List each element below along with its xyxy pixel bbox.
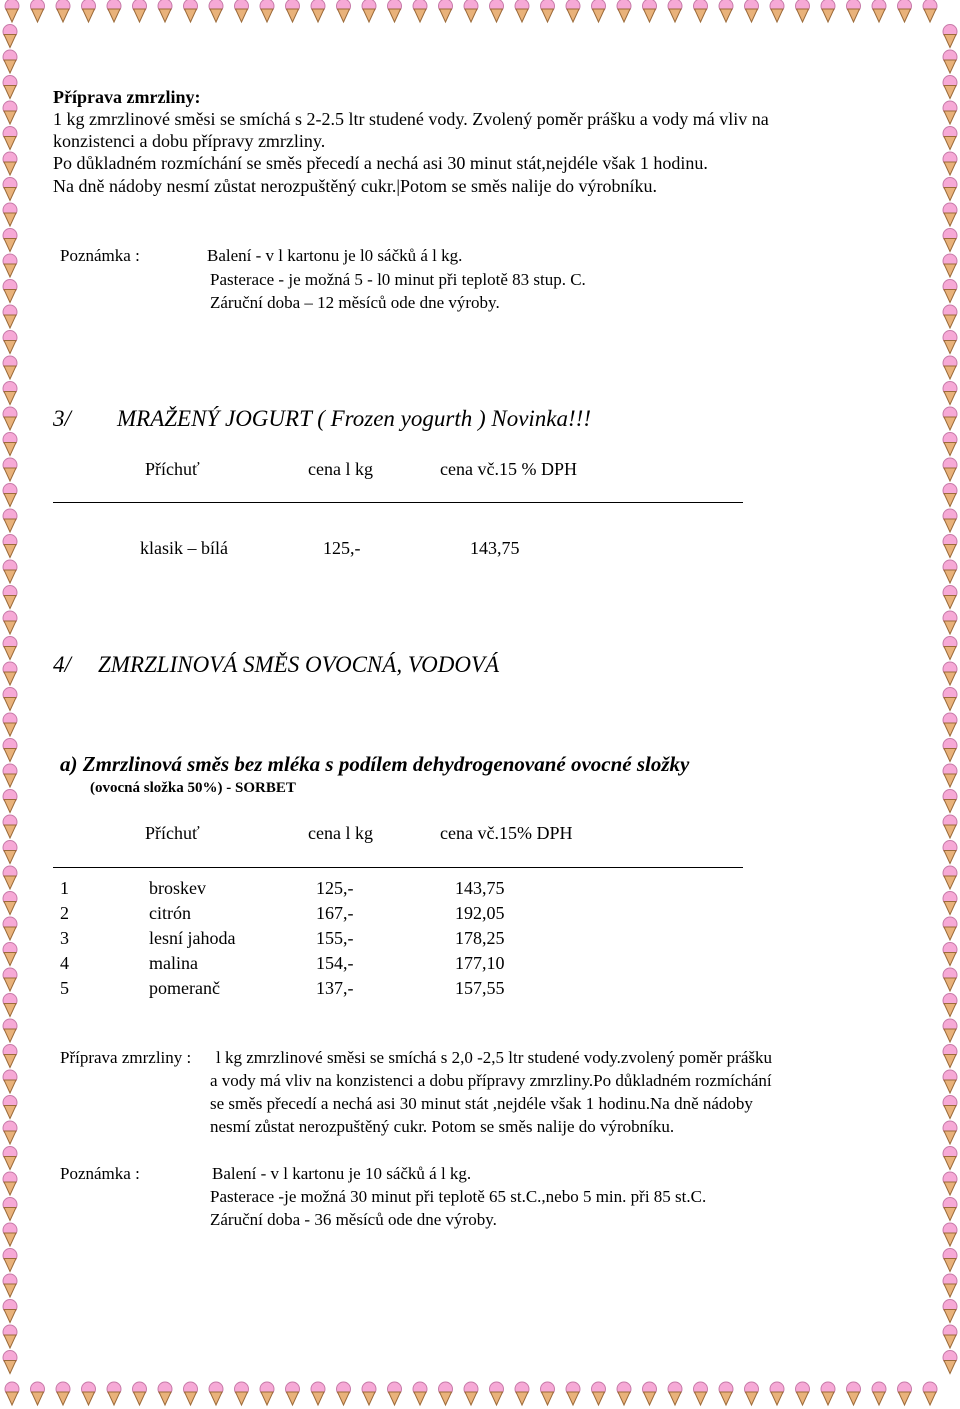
ice-cream-cone-icon [337, 0, 351, 22]
ice-cream-cone-icon [566, 1382, 580, 1405]
ice-cream-cone-icon [3, 637, 17, 660]
section4-subtitle: a) Zmrzlinová směs bez mléka s podílem dehydrogenované ovocné složky [60, 752, 690, 776]
ice-cream-cone-icon [719, 1382, 733, 1405]
ice-cream-cone-icon [943, 968, 957, 991]
ice-cream-cone-icon [3, 1249, 17, 1272]
ice-cream-cone-icon [337, 1382, 351, 1405]
ice-cream-cone-icon [943, 1325, 957, 1348]
ice-cream-cone-icon [943, 1070, 957, 1093]
note1-label: Poznámka : [60, 246, 140, 265]
ice-cream-cone-icon [847, 1382, 861, 1405]
section3-header-flavor: Příchuť [145, 459, 200, 479]
ice-cream-cone-icon [719, 0, 733, 22]
ice-cream-cone-icon [3, 1172, 17, 1195]
ice-cream-cone-icon [943, 331, 957, 354]
ice-cream-cone-icon [31, 0, 45, 22]
ice-cream-cone-icon [943, 382, 957, 405]
ice-cream-cone-icon [796, 1382, 810, 1405]
ice-cream-cone-icon [56, 0, 70, 22]
ice-cream-cone-icon [3, 76, 17, 99]
ice-cream-cone-icon [3, 178, 17, 201]
ice-cream-cone-icon [943, 688, 957, 711]
ice-cream-cone-icon [943, 254, 957, 277]
ice-cream-cone-icon [3, 1147, 17, 1170]
ice-cream-cone-icon [235, 0, 249, 22]
section4-title: ZMRZLINOVÁ SMĚS OVOCNÁ, VODOVÁ [98, 652, 500, 677]
ice-cream-cone-icon [286, 0, 300, 22]
ice-cream-cone-icon [184, 0, 198, 22]
ice-cream-cone-icon [3, 1274, 17, 1297]
ice-cream-cone-icon [3, 382, 17, 405]
ice-cream-cone-icon [3, 305, 17, 328]
ice-cream-cone-icon [943, 560, 957, 583]
ice-cream-cone-icon [3, 127, 17, 150]
ice-cream-cone-icon [943, 356, 957, 379]
ice-cream-cone-icon [439, 0, 453, 22]
ice-cream-cone-icon [3, 994, 17, 1017]
table-row-number: 5 [60, 978, 69, 998]
ice-cream-cone-icon [3, 484, 17, 507]
section4-header-price-vat: cena vč.15% DPH [440, 823, 573, 843]
ice-cream-cone-icon [943, 101, 957, 124]
ice-cream-cone-icon [158, 0, 172, 22]
intro-line: Po důkladném rozmíchání se směs přecedí a nechá asi 30 minut stát,nejdéle však 1 hodinu. [53, 153, 708, 173]
table-row-flavor: malina [149, 953, 198, 973]
ice-cream-cone-icon [643, 0, 657, 22]
ice-cream-cone-icon [923, 1382, 937, 1405]
ice-cream-cone-icon [3, 254, 17, 277]
ice-cream-cone-icon [943, 917, 957, 940]
ice-cream-cone-icon [943, 790, 957, 813]
ice-cream-cone-icon [821, 0, 835, 22]
ice-cream-cone-icon [943, 509, 957, 532]
ice-cream-cone-icon [943, 1300, 957, 1323]
ice-cream-cone-icon [3, 458, 17, 481]
ice-cream-cone-icon [943, 152, 957, 175]
ice-cream-cone-icon [133, 0, 147, 22]
ice-cream-cone-icon [943, 484, 957, 507]
ice-cream-cone-icon [898, 0, 912, 22]
ice-cream-cone-icon [3, 968, 17, 991]
ice-cream-cone-icon [82, 0, 96, 22]
ice-cream-cone-icon [107, 0, 121, 22]
ice-cream-cone-icon [943, 892, 957, 915]
ice-cream-cone-icon [209, 0, 223, 22]
ice-cream-cone-icon [3, 866, 17, 889]
table-row-price-vat: 143,75 [455, 878, 505, 898]
ice-cream-cone-icon [943, 229, 957, 252]
intro-line: konzistenci a dobu přípravy zmrzliny. [53, 131, 326, 151]
section3-header-price: cena l kg [308, 459, 373, 479]
ice-cream-cone-icon [943, 25, 957, 48]
ice-cream-cone-icon [566, 0, 580, 22]
ice-cream-cone-icon [943, 841, 957, 864]
ice-cream-cone-icon [413, 0, 427, 22]
ice-cream-cone-icon [3, 892, 17, 915]
ice-cream-cone-icon [3, 1045, 17, 1068]
ice-cream-cone-icon [943, 1249, 957, 1272]
ice-cream-cone-icon [3, 509, 17, 532]
ice-cream-cone-icon [541, 1382, 555, 1405]
ice-cream-cone-icon [943, 203, 957, 226]
prep2-label: Příprava zmrzliny : [60, 1048, 192, 1067]
ice-cream-cone-icon [943, 662, 957, 685]
ice-cream-cone-icon [3, 586, 17, 609]
section3-row-price: 125,- [323, 538, 361, 558]
section3-row-price-vat: 143,75 [470, 538, 520, 558]
ice-cream-cone-icon [133, 1382, 147, 1405]
ice-cream-cone-icon [847, 0, 861, 22]
ice-cream-cone-icon [617, 0, 631, 22]
ice-cream-cone-icon [943, 1274, 957, 1297]
section4-divider [53, 867, 743, 868]
intro-heading: Příprava zmrzliny: [53, 87, 201, 107]
table-row-number: 2 [60, 903, 69, 923]
ice-cream-cone-icon [3, 1096, 17, 1119]
ice-cream-cone-icon [3, 407, 17, 430]
ice-cream-cone-icon [943, 1121, 957, 1144]
table-row-flavor: pomeranč [149, 978, 220, 998]
ice-cream-cone-icon [515, 0, 529, 22]
ice-cream-cone-icon [56, 1382, 70, 1405]
prep2-line: l kg zmrzlinové směsi se smíchá s 2,0 -2,5 ltr studené vody.zvolený poměr prášku [216, 1048, 773, 1067]
ice-cream-cone-icon [3, 50, 17, 73]
ice-cream-cone-icon [943, 1198, 957, 1221]
section3-row-flavor: klasik – bílá [140, 538, 228, 558]
ice-cream-cone-icon [3, 1019, 17, 1042]
ice-cream-cone-icon [107, 1382, 121, 1405]
ice-cream-cone-icon [3, 739, 17, 762]
ice-cream-cone-icon [943, 1351, 957, 1374]
ice-cream-cone-icon [3, 331, 17, 354]
section4-header-flavor: Příchuť [145, 823, 200, 843]
ice-cream-cone-icon [643, 1382, 657, 1405]
ice-cream-cone-icon [668, 1382, 682, 1405]
ice-cream-cone-icon [770, 1382, 784, 1405]
ice-cream-cone-icon [3, 943, 17, 966]
ice-cream-cone-icon [311, 1382, 325, 1405]
ice-cream-cone-icon [745, 0, 759, 22]
ice-cream-cone-icon [943, 76, 957, 99]
table-row-number: 4 [60, 953, 69, 973]
ice-cream-cone-icon [388, 1382, 402, 1405]
table-row-price: 167,- [316, 903, 354, 923]
intro-line: Na dně nádoby nesmí zůstat nerozpuštěný cukr.|Potom se směs nalije do výrobníku. [53, 176, 657, 196]
ice-cream-cone-icon [943, 1096, 957, 1119]
section3-title: MRAŽENÝ JOGURT ( Frozen yogurth ) Novinka!!! [117, 406, 591, 431]
ice-cream-cone-icon [3, 1223, 17, 1246]
table-row-flavor: lesní jahoda [149, 928, 236, 948]
ice-cream-cone-icon [286, 1382, 300, 1405]
ice-cream-cone-icon [3, 280, 17, 303]
ice-cream-cone-icon [3, 815, 17, 838]
ice-cream-cone-icon [82, 1382, 96, 1405]
note1-line: Pasterace - je možná 5 - l0 minut při teplotě 83 stup. C. [210, 270, 586, 289]
ice-cream-cone-icon [943, 1147, 957, 1170]
ice-cream-cone-icon [943, 1019, 957, 1042]
prep2-line: se směs přecedí a nechá asi 30 minut stát ,nejdéle však 1 hodinu.Na dně nádoby [210, 1094, 753, 1113]
ice-cream-cone-icon [668, 0, 682, 22]
ice-cream-cone-icon [3, 152, 17, 175]
ice-cream-cone-icon [235, 1382, 249, 1405]
ice-cream-cone-icon [943, 178, 957, 201]
ice-cream-cone-icon [592, 0, 606, 22]
ice-cream-cone-icon [943, 1045, 957, 1068]
table-row-price-vat: 157,55 [455, 978, 505, 998]
ice-cream-cone-icon [943, 943, 957, 966]
ice-cream-cone-icon [617, 1382, 631, 1405]
ice-cream-cone-icon [943, 1223, 957, 1246]
ice-cream-cone-icon [362, 1382, 376, 1405]
ice-cream-cone-icon [260, 0, 274, 22]
table-row-price: 125,- [316, 878, 354, 898]
ice-cream-cone-icon [745, 1382, 759, 1405]
ice-cream-cone-icon [943, 305, 957, 328]
ice-cream-cone-icon [3, 1070, 17, 1093]
prep2-line: a vody má vliv na konzistenci a dobu přípravy zmrzliny.Po důkladném rozmíchání [210, 1071, 772, 1090]
ice-cream-cone-icon [3, 1300, 17, 1323]
table-row-number: 3 [60, 928, 69, 948]
ice-cream-cone-icon [362, 0, 376, 22]
note2-label: Poznámka : [60, 1164, 140, 1183]
ice-cream-cone-icon [943, 764, 957, 787]
ice-cream-cone-icon [209, 1382, 223, 1405]
ice-cream-cone-icon [3, 229, 17, 252]
ice-cream-cone-icon [3, 764, 17, 787]
ice-cream-cone-icon [770, 0, 784, 22]
section3-number: 3/ [53, 406, 71, 431]
ice-cream-cone-icon [541, 0, 555, 22]
note1-line: Záruční doba – 12 měsíců ode dne výroby. [210, 293, 500, 312]
ice-cream-cone-icon [515, 1382, 529, 1405]
note1-line: Balení - v l kartonu je l0 sáčků á l kg. [207, 246, 463, 265]
ice-cream-cone-icon [943, 815, 957, 838]
ice-cream-cone-icon [3, 25, 17, 48]
ice-cream-cone-icon [3, 611, 17, 634]
ice-cream-cone-icon [3, 1351, 17, 1374]
intro-line: 1 kg zmrzlinové směsi se smíchá s 2-2.5 ltr studené vody. Zvolený poměr prášku a vody má vliv na [53, 109, 769, 129]
section3-divider [53, 502, 743, 503]
ice-cream-cone-icon [923, 0, 937, 22]
table-row-flavor: citrón [149, 903, 191, 923]
ice-cream-cone-icon [3, 662, 17, 685]
ice-cream-cone-icon [260, 1382, 274, 1405]
ice-cream-cone-icon [592, 1382, 606, 1405]
ice-cream-cone-icon [3, 841, 17, 864]
ice-cream-cone-icon [872, 1382, 886, 1405]
ice-cream-cone-icon [31, 1382, 45, 1405]
table-row-flavor: broskev [149, 878, 206, 898]
ice-cream-cone-icon [943, 407, 957, 430]
ice-cream-cone-icon [311, 0, 325, 22]
ice-cream-cone-icon [3, 688, 17, 711]
ice-cream-cone-icon [821, 1382, 835, 1405]
ice-cream-cone-icon [796, 0, 810, 22]
section4-header-price: cena l kg [308, 823, 373, 843]
ice-cream-cone-icon [3, 1325, 17, 1348]
table-row-price-vat: 177,10 [455, 953, 505, 973]
ice-cream-cone-icon [943, 713, 957, 736]
ice-cream-cone-icon [464, 0, 478, 22]
ice-cream-cone-icon [3, 790, 17, 813]
ice-cream-cone-icon [184, 1382, 198, 1405]
ice-cream-cone-icon [158, 1382, 172, 1405]
ice-cream-cone-icon [943, 1172, 957, 1195]
ice-cream-cone-icon [3, 535, 17, 558]
ice-cream-cone-icon [694, 1382, 708, 1405]
ice-cream-cone-icon [3, 1121, 17, 1144]
ice-cream-cone-icon [943, 458, 957, 481]
section3-header-price-vat: cena vč.15 % DPH [440, 459, 577, 479]
section4-sorbet-note: (ovocná složka 50%) - SORBET [90, 780, 296, 796]
ice-cream-cone-icon [3, 713, 17, 736]
ice-cream-cone-icon [898, 1382, 912, 1405]
ice-cream-cone-icon [943, 50, 957, 73]
ice-cream-cone-icon [5, 1382, 19, 1405]
ice-cream-cone-icon [943, 739, 957, 762]
ice-cream-cone-icon [439, 1382, 453, 1405]
ice-cream-cone-icon [943, 280, 957, 303]
ice-cream-cone-icon [490, 0, 504, 22]
table-row-price-vat: 192,05 [455, 903, 505, 923]
ice-cream-cone-icon [694, 0, 708, 22]
table-row-price-vat: 178,25 [455, 928, 505, 948]
section4-number: 4/ [53, 652, 71, 677]
prep2-line: nesmí zůstat nerozpuštěný cukr. Potom se směs nalije do výrobníku. [210, 1117, 675, 1136]
ice-cream-cone-icon [3, 101, 17, 124]
ice-cream-cone-icon [943, 611, 957, 634]
ice-cream-cone-icon [943, 637, 957, 660]
ice-cream-cone-icon [943, 535, 957, 558]
ice-cream-cone-icon [5, 0, 19, 22]
ice-cream-cone-icon [3, 356, 17, 379]
ice-cream-cone-icon [943, 433, 957, 456]
ice-cream-cone-icon [3, 560, 17, 583]
ice-cream-cone-icon [3, 1198, 17, 1221]
ice-cream-cone-icon [943, 127, 957, 150]
ice-cream-cone-icon [388, 0, 402, 22]
ice-cream-cone-icon [943, 994, 957, 1017]
note2-line: Pasterace -je možná 30 minut při teplotě 65 st.C.,nebo 5 min. při 85 st.C. [210, 1187, 707, 1206]
ice-cream-cone-icon [3, 203, 17, 226]
table-row-price: 137,- [316, 978, 354, 998]
table-row-price: 154,- [316, 953, 354, 973]
ice-cream-cone-icon [490, 1382, 504, 1405]
ice-cream-cone-icon [413, 1382, 427, 1405]
table-row-number: 1 [60, 878, 69, 898]
ice-cream-cone-icon [464, 1382, 478, 1405]
note2-line: Balení - v l kartonu je 10 sáčků á l kg. [212, 1164, 472, 1183]
ice-cream-cone-icon [3, 433, 17, 456]
ice-cream-cone-icon [943, 586, 957, 609]
ice-cream-cone-icon [872, 0, 886, 22]
ice-cream-cone-icon [3, 917, 17, 940]
ice-cream-cone-icon [943, 866, 957, 889]
note2-line: Záruční doba - 36 měsíců ode dne výroby. [210, 1210, 497, 1229]
table-row-price: 155,- [316, 928, 354, 948]
